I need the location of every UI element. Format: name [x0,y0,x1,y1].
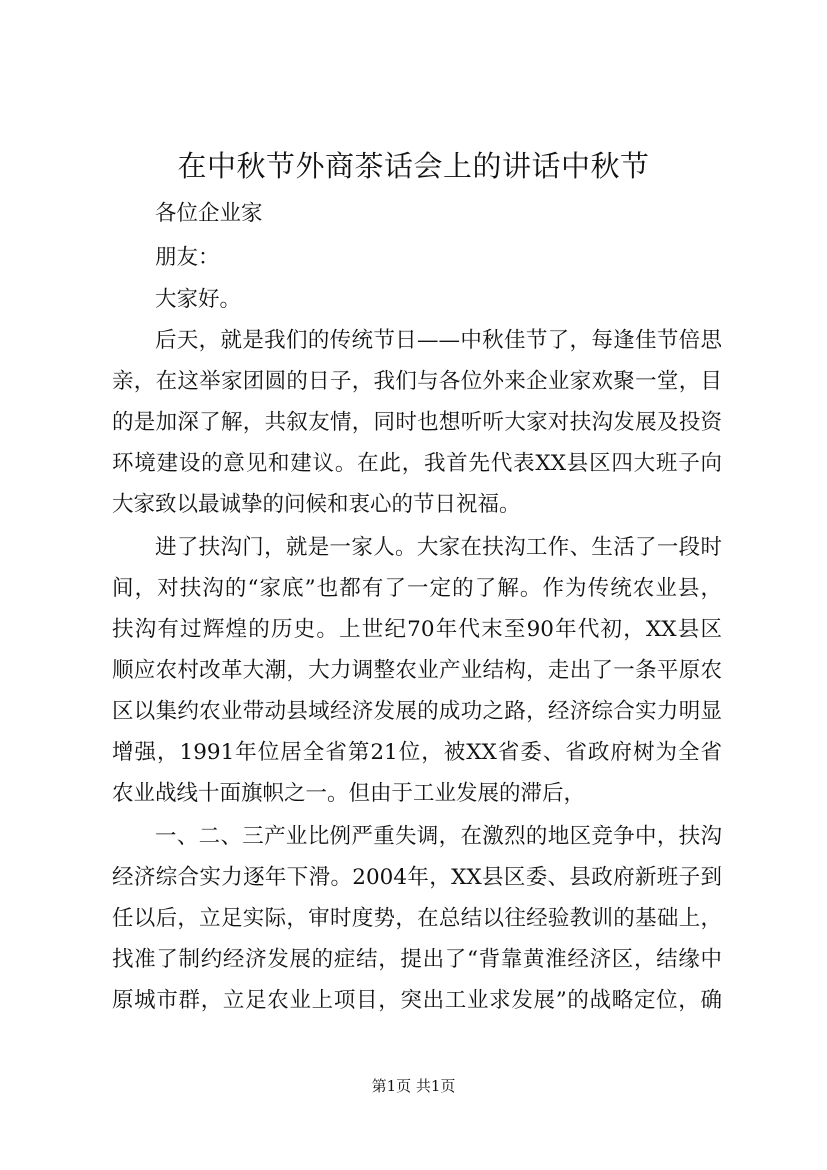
paragraph-3-line-1: 一、二、三产业比例严重失调，在激烈的地区竞争中，扶沟 [155,824,722,849]
paragraph-2-line-1: 进了扶沟门，就是一家人。大家在扶沟工作、生活了一段时 [155,535,722,560]
paragraph-2-line-7: 农业战线十面旗帜之一。但由于工业发展的滞后， [112,781,586,806]
paragraph-1-line-5: 大家致以最诚挚的问候和衷心的节日祝福。 [112,492,521,517]
salutation-line-1: 各位企业家 [155,201,263,226]
paragraph-3-line-4: 找准了制约经济发展的症结，提出了“背靠黄淮经济区，结缘中 [112,947,722,972]
page-number-footer: 第1页 共1页 [371,1077,456,1095]
paragraph-3-line-2: 经济综合实力逐年下滑。2004年，XX县区委、县政府新班子到 [112,865,722,890]
paragraph-2-line-2: 间，对扶沟的“家底”也都有了一定的了解。作为传统农业县， [112,576,722,601]
paragraph-1-line-2: 亲，在这举家团圆的日子，我们与各位外来企业家欢聚一堂，目 [112,369,722,394]
paragraph-1-line-3: 的是加深了解，共叙友情，同时也想听听大家对扶沟发展及投资 [112,410,722,435]
paragraph-1-line-4: 环境建设的意见和建议。在此，我首先代表XX县区四大班子向 [112,451,722,476]
salutation-line-2: 朋友： [155,245,220,270]
greeting-line: 大家好。 [155,287,242,312]
paragraph-2-line-6: 增强，1991年位居全省第21位，被XX省委、省政府树为全省 [112,740,722,765]
paragraph-2-line-5: 区以集约农业带动县域经济发展的成功之路，经济综合实力明显 [112,699,722,724]
paragraph-3-line-3: 任以后，立足实际，审时度势，在总结以往经验教训的基础上， [112,906,722,931]
paragraph-3-line-5: 原城市群，立足农业上项目，突出工业求发展”的战略定位，确 [112,988,722,1013]
paragraph-2-line-3: 扶沟有过辉煌的历史。上世纪70年代末至90年代初，XX县区 [112,617,722,642]
document-title: 在中秋节外商茶话会上的讲话中秋节 [177,149,650,183]
paragraph-2-line-4: 顺应农村改革大潮，大力调整农业产业结构，走出了一条平原农 [112,658,722,683]
paragraph-1-line-1: 后天，就是我们的传统节日——中秋佳节了，每逢佳节倍思 [155,328,722,353]
